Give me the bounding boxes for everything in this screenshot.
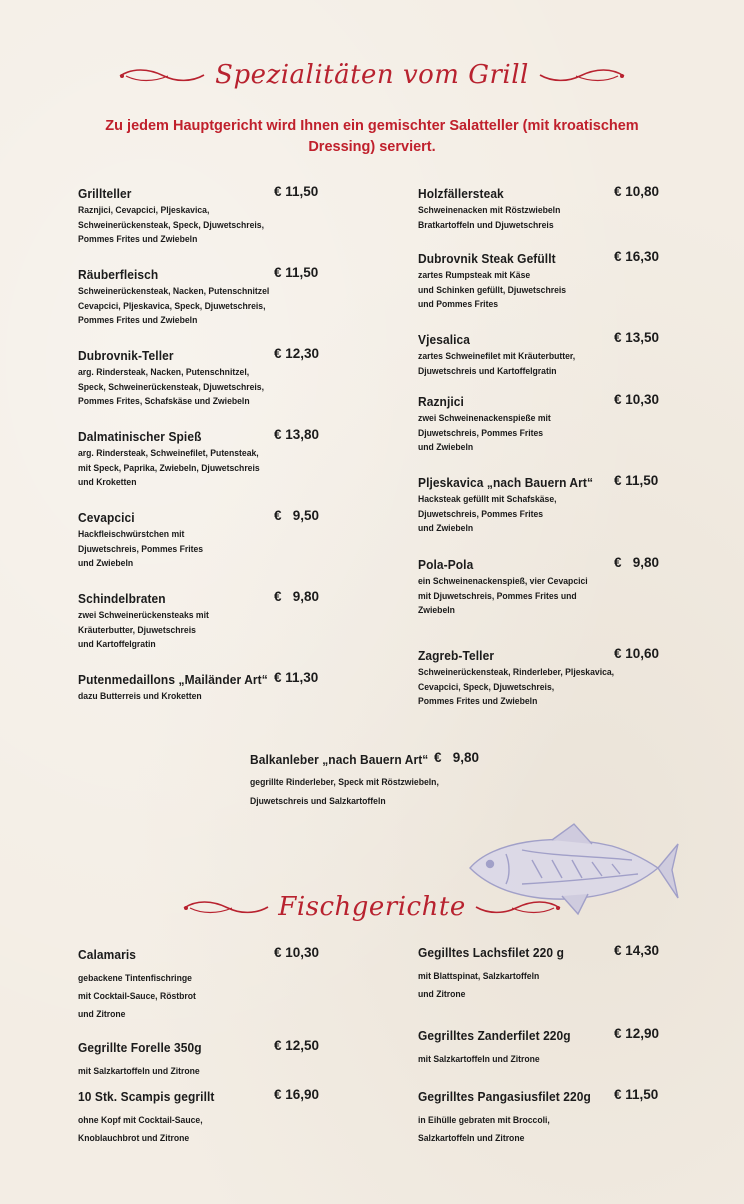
menu-item-price: € 9,80 (614, 555, 660, 570)
description-line: Salzkartoffeln und Zitrone (418, 1132, 525, 1143)
description-line: mit Blattspinat, Salzkartoffeln (418, 970, 540, 981)
description-line: ohne Kopf mit Cocktail-Sauce, (78, 1114, 203, 1125)
menu-item-price: € 10,30 (614, 392, 660, 407)
description-line: Knoblauchbrot und Zitrone (78, 1132, 190, 1143)
menu-item-name: Dubrovnik-Teller (78, 348, 174, 363)
description-line: und Kroketten (78, 476, 137, 487)
menu-item-price: € 12,50 (274, 1038, 320, 1053)
menu-item-price: € 9,50 (274, 508, 320, 523)
menu-item-price: € 10,60 (614, 646, 660, 661)
left-flourish-icon (182, 898, 270, 918)
menu-item-description (418, 349, 657, 378)
description-line: Djuwetschreis, Pommes Frites (78, 542, 204, 554)
description-line: arg. Rindersteak, Schweinefilet, Putensteak, (78, 447, 259, 458)
menu-item-name: Putenmedaillons „Mailänder Art“ (78, 672, 268, 687)
description-line: Djuwetschreis, Pommes Frites (418, 507, 544, 519)
description-line: und Pommes Frites (418, 298, 499, 309)
menu-item-price: € 11,50 (274, 184, 319, 199)
description-line: und Zitrone (78, 1008, 126, 1019)
menu-item-description (250, 772, 489, 810)
menu-item-name: Gegrillte Forelle 350g (78, 1040, 202, 1055)
description-line: Pommes Frites, Schafskäse und Zwiebeln (78, 395, 250, 406)
menu-item-name: Zagreb-Teller (418, 648, 495, 663)
right-flourish-icon (538, 66, 626, 86)
description-line: mit Cocktail-Sauce, Röstbrot (78, 990, 196, 1001)
fish-title-text: Fischgerichte (278, 892, 466, 922)
menu-item-name: Vjesalica (418, 332, 471, 347)
menu-item-price: € 10,30 (274, 945, 320, 960)
menu-item-description (418, 665, 657, 709)
description-line: mit Speck, Paprika, Zwiebeln, Djuwetschreis (78, 461, 260, 473)
menu-item-name: Calamaris (78, 947, 137, 962)
fish-section-title (0, 892, 744, 922)
menu-item-name: Gegrilltes Pangasiusfilet 220g (418, 1089, 591, 1104)
menu-item-name: Raznjici (418, 394, 464, 409)
menu-item-price: € 11,50 (614, 1087, 659, 1102)
menu-item-name: Pola-Pola (418, 557, 474, 572)
menu-item-name: Cevapcici (78, 510, 135, 525)
menu-item-name: Gegilltes Lachsfilet 220 g (418, 945, 564, 960)
description-line: Kräuterbutter, Djuwetschreis (78, 623, 196, 635)
menu-item-description (78, 969, 317, 1023)
description-line: zwei Schweinerückensteaks mit (78, 609, 209, 620)
description-line: Zwiebeln (418, 604, 455, 615)
salad-notice: Zu jedem Hauptgericht wird Ihnen ein gemischter Salatteller (mit kroatischem Dressing) serviert. (105, 118, 639, 155)
menu-item-description (78, 203, 317, 247)
menu-item-description (418, 967, 657, 1003)
description-line: Djuwetschreis und Kartoffelgratin (418, 364, 557, 376)
menu-item-description (418, 268, 657, 312)
description-line: mit Salzkartoffeln und Zitrone (78, 1065, 200, 1076)
menu-item-description (78, 1062, 317, 1080)
description-line: mit Djuwetschreis, Pommes Frites und (418, 589, 577, 601)
menu-item-name: Räuberfleisch (78, 267, 159, 282)
description-line: und Zitrone (418, 988, 466, 999)
menu-item-price: € 13,50 (614, 330, 660, 345)
description-line: Schweinerückensteak, Speck, Djuwetschreis, (78, 218, 265, 230)
description-line: Schweinenacken mit Röstzwiebeln (418, 204, 561, 215)
menu-item-description (78, 527, 317, 571)
description-line: Pommes Frites und Zwiebeln (78, 233, 198, 244)
menu-item-description (418, 574, 657, 618)
menu-item-name: Pljeskavica „nach Bauern Art“ (418, 475, 594, 490)
menu-item-price: € 10,80 (614, 184, 660, 199)
menu-item-description (418, 1050, 657, 1068)
menu-item-description (78, 284, 317, 328)
description-line: und Zwiebeln (78, 557, 134, 568)
menu-item-price: € 9,80 (434, 750, 480, 765)
description-line: Hackfleischwürstchen mit (78, 528, 185, 539)
menu-item-name: Holzfällersteak (418, 186, 504, 201)
menu-item-price: € 14,30 (614, 943, 660, 958)
menu-item-name: Schindelbraten (78, 591, 166, 606)
description-line: Schweinerückensteak, Nacken, Putenschnitzel (78, 285, 270, 296)
menu-item-description (78, 446, 317, 490)
left-flourish-icon (118, 66, 206, 86)
description-line: arg. Rindersteak, Nacken, Putenschnitzel, (78, 366, 250, 377)
menu-item-price: € 9,80 (274, 589, 320, 604)
description-line: Djuwetschreis, Pommes Frites (418, 426, 544, 438)
description-line: Raznjici, Cevapcici, Pljeskavica, (78, 204, 210, 215)
description-line: dazu Butterreis und Kroketten (78, 690, 202, 701)
menu-item-price: € 12,90 (614, 1026, 660, 1041)
menu-item-description (418, 1111, 657, 1147)
description-line: Bratkartoffeln und Djuwetschreis (418, 218, 554, 230)
menu-item-price: € 11,50 (274, 265, 319, 280)
menu-item-name: Dubrovnik Steak Gefüllt (418, 251, 556, 266)
description-line: Pommes Frites und Zwiebeln (78, 314, 198, 325)
description-line: Schweinerückensteak, Rinderleber, Pljeskavica, (418, 666, 615, 677)
menu-item-name: Balkanleber „nach Bauern Art“ (250, 752, 429, 767)
description-line: zwei Schweinenackenspieße mit (418, 412, 551, 423)
description-line: und Schinken gefüllt, Djuwetschreis (418, 283, 567, 295)
description-line: Djuwetschreis und Salzkartoffeln (250, 795, 386, 806)
description-line: ein Schweinenackenspieß, vier Cevapcici (418, 575, 588, 586)
menu-item-price: € 13,80 (274, 427, 320, 442)
menu-item-description (78, 365, 317, 409)
menu-item-name: Dalmatinischer Spieß (78, 429, 202, 444)
menu-item-price: € 16,90 (274, 1087, 320, 1102)
description-line: in Eihülle gebraten mit Broccoli, (418, 1114, 550, 1125)
description-line: und Zwiebeln (418, 522, 474, 533)
menu-item-description (78, 1111, 317, 1147)
menu-item-description (78, 608, 317, 652)
description-line: und Kartoffelgratin (78, 638, 156, 649)
description-line: Cevapcici, Speck, Djuwetschreis, (418, 680, 555, 692)
menu-item-description (418, 492, 657, 536)
grill-title-text: Spezialitäten vom Grill (215, 60, 529, 90)
menu-item-price: € 11,50 (614, 473, 659, 488)
description-line: mit Salzkartoffeln und Zitrone (418, 1053, 540, 1064)
menu-item-description (78, 689, 317, 704)
description-line: gebackene Tintenfischringe (78, 972, 192, 983)
menu-item-description (418, 411, 657, 455)
description-line: Speck, Schweinerückensteak, Djuwetschreis, (78, 380, 265, 392)
menu-item-description (418, 203, 657, 232)
menu-item-price: € 11,30 (274, 670, 319, 685)
description-line: Pommes Frites und Zwiebeln (418, 695, 538, 706)
menu-item-name: 10 Stk. Scampis gegrillt (78, 1089, 215, 1104)
menu-item-name: Grillteller (78, 186, 132, 201)
menu-item-name: Gegrilltes Zanderfilet 220g (418, 1028, 571, 1043)
description-line: zartes Schweinefilet mit Kräuterbutter, (418, 350, 576, 361)
description-line: zartes Rumpsteak mit Käse (418, 269, 531, 280)
menu-item-price: € 12,30 (274, 346, 320, 361)
menu-item-price: € 16,30 (614, 249, 660, 264)
description-line: und Zwiebeln (418, 441, 474, 452)
description-line: Cevapcici, Pljeskavica, Speck, Djuwetschreis, (78, 299, 266, 311)
grill-section-title (0, 60, 744, 90)
description-line: gegrillte Rinderleber, Speck mit Röstzwiebeln, (250, 776, 439, 787)
description-line: Hacksteak gefüllt mit Schafskäse, (418, 493, 557, 504)
right-flourish-icon (474, 898, 562, 918)
